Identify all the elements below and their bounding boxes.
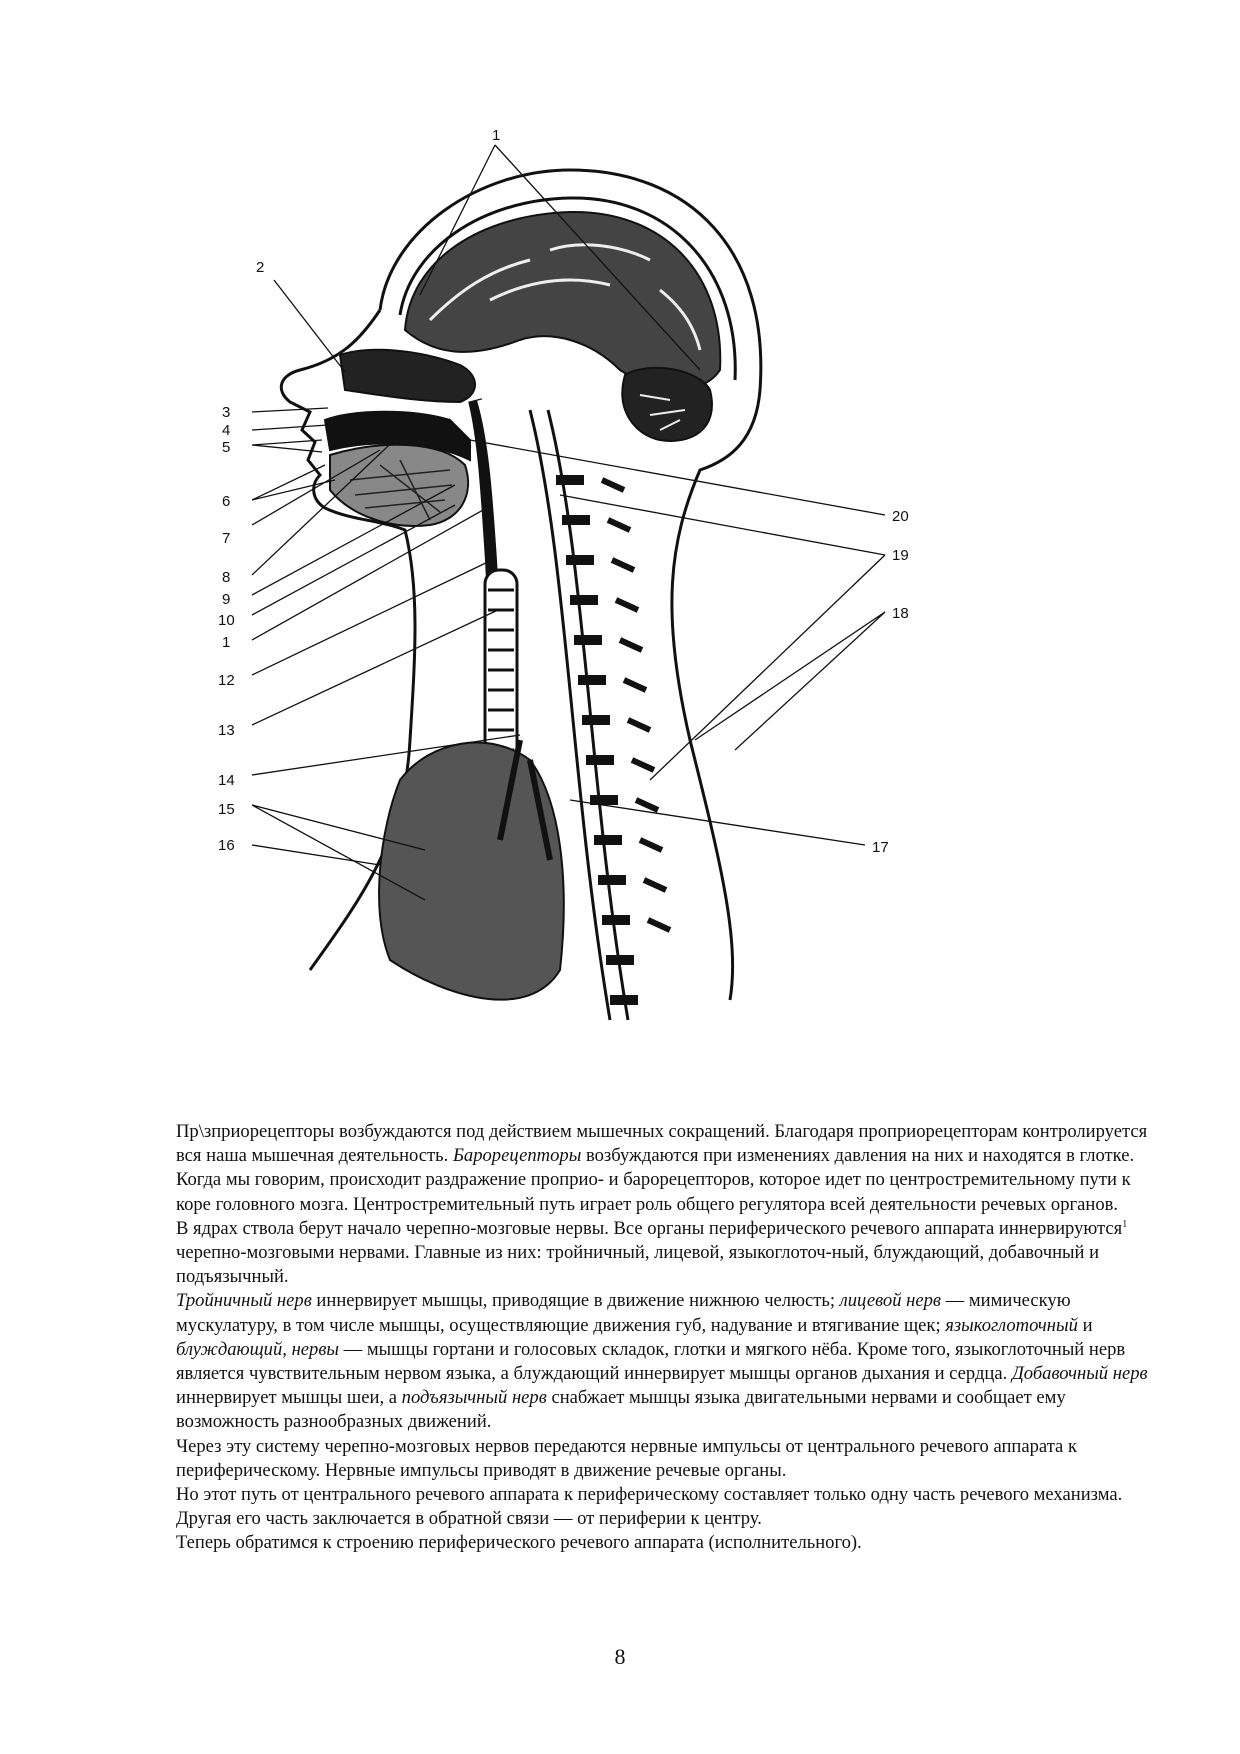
p3-text-3: и [1077,1314,1093,1336]
paragraph-3 [176,1289,1156,1434]
p1-rest: возбуждаются при изменениях давления на них и находятся в глотке. Когда мы говорим, происходит раздражение проприо- и барорецепторов, которое идет по центростремительному пути к коре головного мозга. Центростремительный путь играет роль общего регулятора всей деятельности речевых органов. [176,1145,1135,1215]
label-6: 6 [222,493,231,510]
label-20: 20 [892,508,909,525]
p3-text-6: снабжает мышцы языка двигательными нервами и сообщает ему возможность разнообразных движений. [176,1387,1066,1433]
paragraph-2 [176,1217,1156,1290]
p3-text-1: иннервирует мышцы, приводящие в движение нижнюю челюсть; [311,1290,840,1312]
head-neck-sagittal-section [218,127,950,1120]
p1-text: Пр\зприорецепторы возбуждаются под действием мышечных сокращений. Благодаря проприорецепторам контролируется вся наша мышечная деятельность. [176,1121,1148,1167]
label-19: 19 [892,547,909,564]
label-18: 18 [892,605,909,622]
p2-text-b: черепно-мозговыми нервами. Главные из них: тройничный, лицевой, языкоглоточ-ный, блуждающий, добавочный и подъязычный. [176,1242,1100,1288]
label-3: 3 [222,404,231,421]
footnote-marker: 1 [1122,1218,1128,1230]
body-text [176,1120,1156,1556]
p3-text-4: — мышцы гортани и голосовых складок, глотки и мягкого нёба. Кроме того, языкоглоточный нерв является чувствительным нервом языка, а блуждающий иннервирует мышцы органов дыхания и сердца. [176,1338,1126,1385]
label-11: 1 [222,634,231,651]
label-15: 15 [218,801,235,818]
term-glossopharyngeal: языкоглоточный [945,1314,1078,1336]
label-12: 12 [218,672,235,689]
term-hypoglossal: подъязычный нерв [401,1387,547,1409]
label-10: 10 [218,612,235,629]
p2-text-a: В ядрах ствола берут начало черепно-мозговые нервы. Все органы периферического речевого аппарата иннервируются [176,1217,1123,1239]
page-number: 8 [614,1644,626,1669]
label-13: 13 [218,722,235,739]
term-facial: лицевой нерв [839,1290,941,1312]
p3-text-5: иннервирует мышцы шеи, а [176,1387,402,1409]
label-7: 7 [222,530,231,547]
label-16: 16 [218,837,235,854]
paragraph-6: Теперь обратимся к строению периферического речевого аппарата (исполнительного). [176,1532,862,1554]
paragraph-1 [176,1120,1156,1217]
paragraph-4: Через эту систему черепно-мозговых нервов передаются нервные импульсы от центрального речевого аппарата к периферическому. Нервные импульсы приводят в движение речевые органы. [176,1435,1077,1481]
brain [405,212,720,441]
label-1-top: 1 [492,127,501,144]
term-accessory: Добавочный нерв [1011,1363,1148,1385]
label-9: 9 [222,591,231,608]
label-14: 14 [218,772,235,789]
label-4: 4 [222,422,231,439]
nasal-cavity [340,350,475,402]
paragraph-5: Но этот путь от центрального речевого аппарата к периферическому составляет только одну часть речевого механизма. Другая его часть заключается в обратной связи — от периферии к центру. [176,1484,1123,1530]
label-17: 17 [872,839,889,856]
p3-text-2: — мимическую мускулатуру, в том числе мышцы, осуществляющие движения губ, надувание и втягивание щек; [176,1290,1071,1336]
term-trigeminal: Тройничный нерв [176,1290,312,1312]
p1-italic-term: Барорецепторы [452,1145,582,1167]
label-5: 5 [222,439,231,456]
anatomy-figure [218,127,950,1120]
label-2: 2 [256,259,265,276]
label-8: 8 [222,569,231,586]
term-vagus: блуждающий, нервы [176,1338,340,1360]
